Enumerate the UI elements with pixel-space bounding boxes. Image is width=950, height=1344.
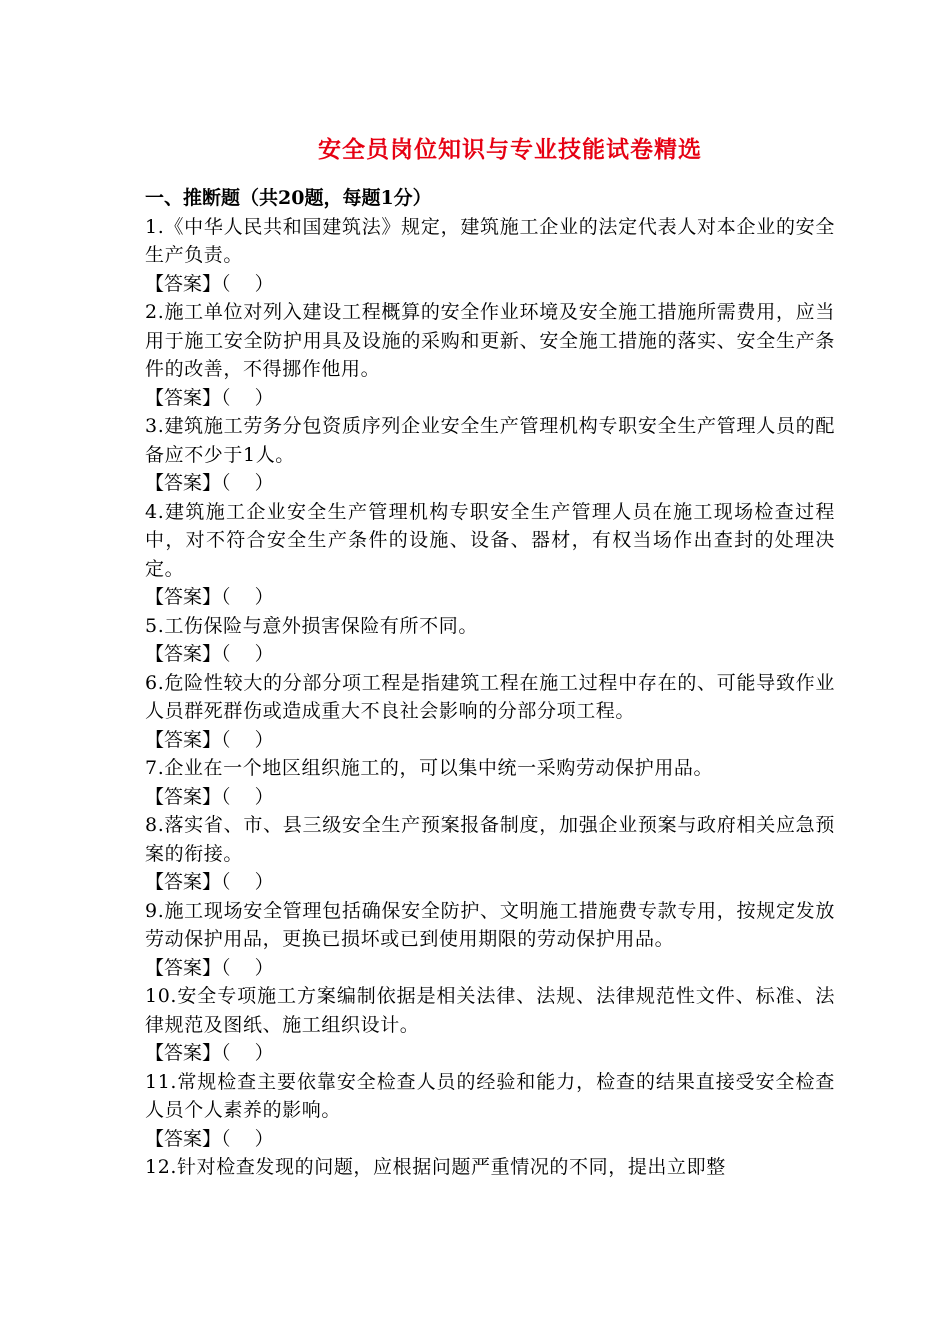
question-8: 8.落实省、市、县三级安全生产预案报备制度，加强企业预案与政府相关应急预案的衔接。 xyxy=(145,814,835,865)
question-5: 5.工伤保险与意外损害保险有所不同。 xyxy=(145,614,478,637)
document-title: 安全员岗位知识与专业技能试卷精选 xyxy=(318,136,702,163)
answer-label-9: 【答案】（ ） xyxy=(145,956,274,979)
answer-label-5: 【答案】（ ） xyxy=(145,643,274,665)
answer-label-6: 【答案】（ ） xyxy=(145,728,274,751)
question-6: 6.危险性较大的分部分项工程是指建筑工程在施工过程中存在的、可能导致作业人员群死群伤或造成重大不良社会影响的分部分项工程。 xyxy=(145,671,835,722)
answer-label-2: 【答案】（ ） xyxy=(145,386,274,409)
question-2: 2.施工单位对列入建设工程概算的安全作业环境及安全施工措施所需费用，应当用于施工安全防护用具及设施的采购和更新、安全施工措施的落实、安全生产条件的改善，不得挪作他用。 xyxy=(145,301,835,380)
section-heading: 一、推断题（共20题，每题1分） xyxy=(145,187,432,209)
question-1: 1.《中华人民共和国建筑法》规定，建筑施工企业的法定代表人对本企业的安全生产负责。 xyxy=(145,215,835,266)
question-7: 7.企业在一个地区组织施工的，可以集中统一采购劳动保护用品。 xyxy=(145,757,714,779)
question-10: 10.安全专项施工方案编制依据是相关法律、法规、法律规范性文件、标准、法律规范及图纸、施工组织设计。 xyxy=(145,985,835,1036)
question-4: 4.建筑施工企业安全生产管理机构专职安全生产管理人员在施工现场检查过程中，对不符合安全生产条件的设施、设备、器材，有权当场作出查封的处理决定。 xyxy=(145,500,835,580)
answer-label-11: 【答案】（ ） xyxy=(145,1127,274,1150)
question-9: 9.施工现场安全管理包括确保安全防护、文明施工措施费专款专用，按规定发放劳动保护用品，更换已损坏或已到使用期限的劳动保护用品。 xyxy=(145,899,835,950)
answer-label-8: 【答案】（ ） xyxy=(145,871,274,893)
document-page xyxy=(145,130,835,1182)
question-11: 11.常规检查主要依靠安全检查人员的经验和能力，检查的结果直接受安全检查人员个人素养的影响。 xyxy=(145,1070,835,1121)
answer-label-10: 【答案】（ ） xyxy=(145,1042,274,1064)
question-3: 3.建筑施工劳务分包资质序列企业安全生产管理机构专职安全生产管理人员的配备应不少于1人。 xyxy=(145,415,835,466)
answer-label-1: 【答案】（ ） xyxy=(145,272,274,295)
answer-label-3: 【答案】（ ） xyxy=(145,472,274,494)
answer-label-7: 【答案】（ ） xyxy=(145,785,274,808)
question-12: 12.针对检查发现的问题，应根据问题严重情况的不同，提出立即整 xyxy=(145,1156,726,1178)
answer-label-4: 【答案】（ ） xyxy=(145,586,274,608)
